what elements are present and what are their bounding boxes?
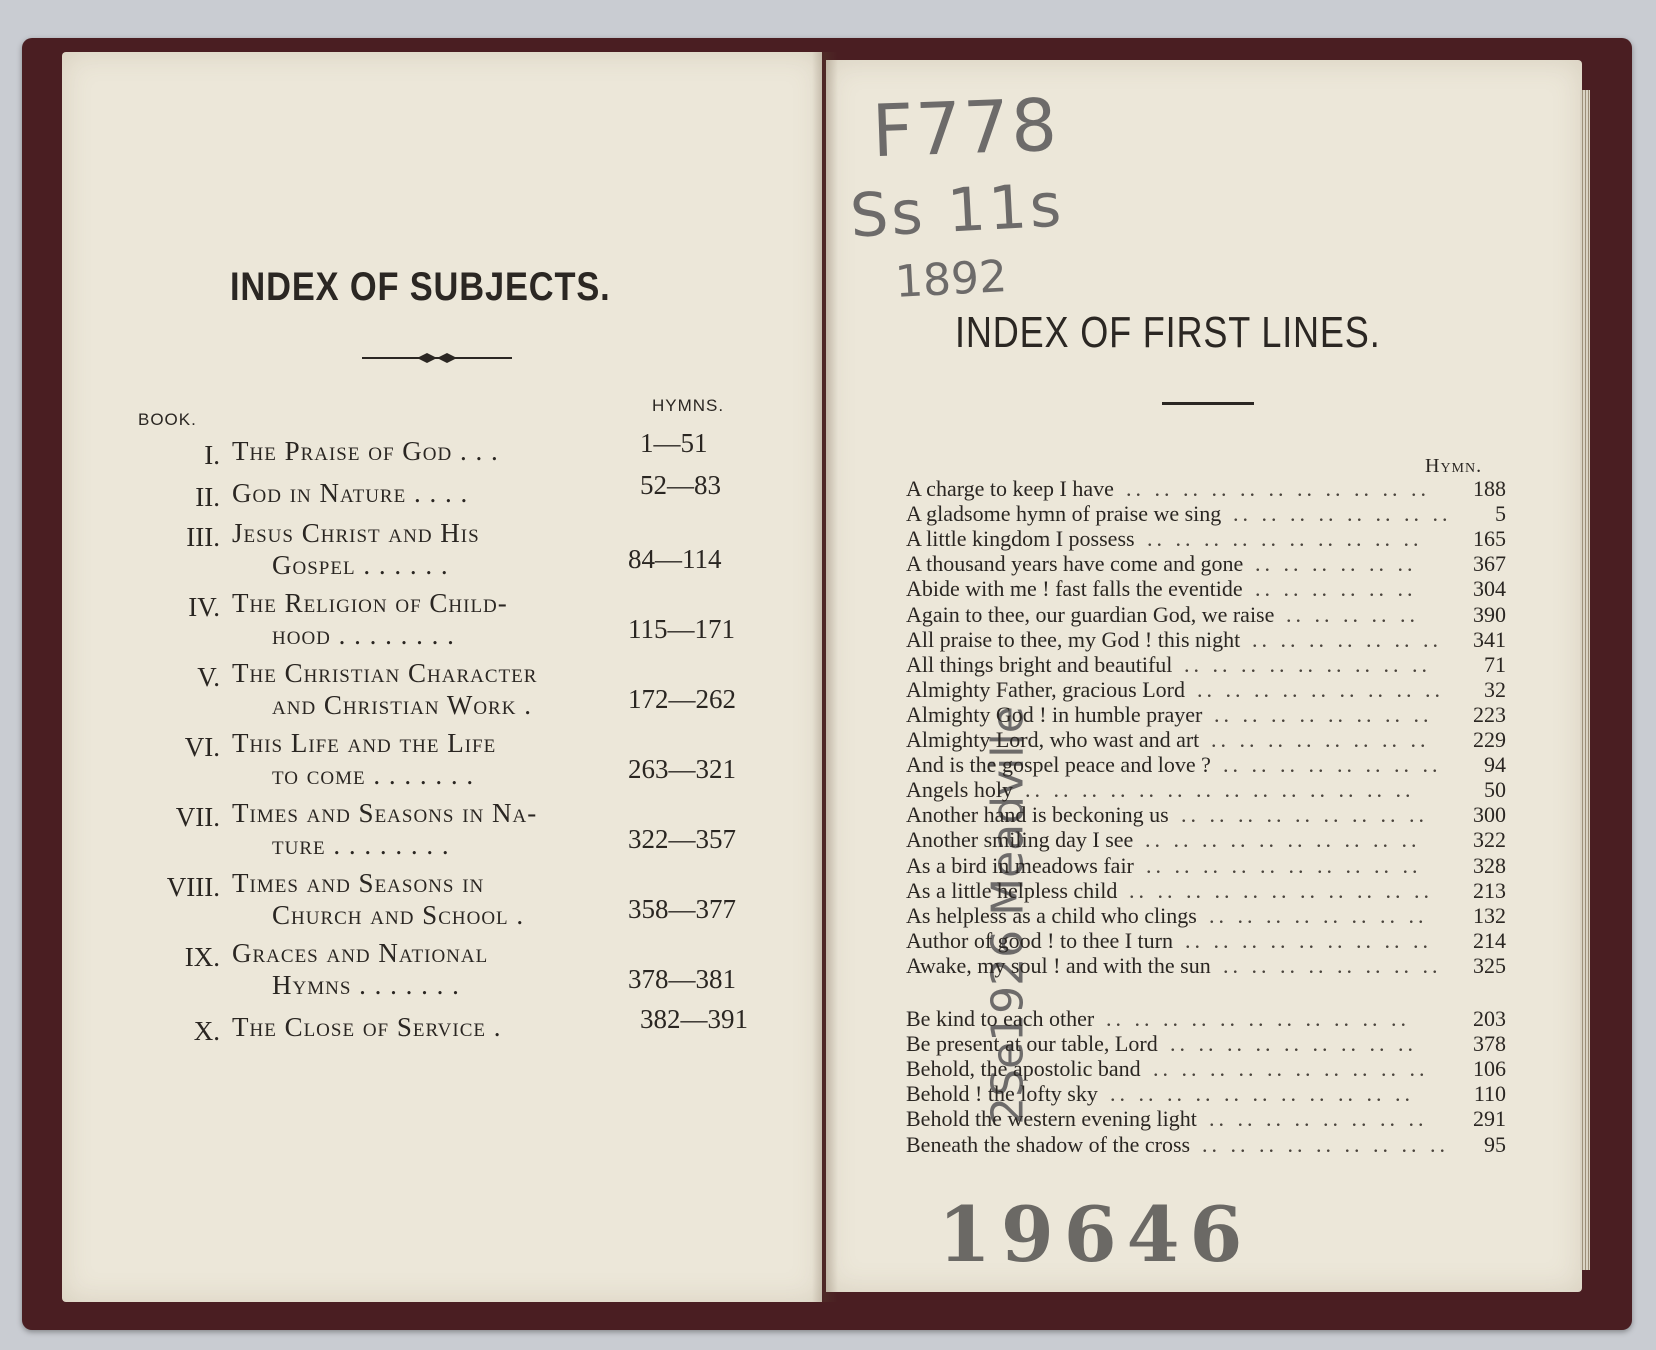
first-line-entry	[906, 702, 1506, 727]
first-line-text: Angels holy	[906, 777, 1013, 803]
leader-dots: .. .. .. .. .. .. .. .. ..	[1185, 927, 1432, 953]
hymn-number: 229	[1473, 727, 1506, 752]
first-line-entry	[906, 802, 1506, 827]
leader-dots: .. .. .. .. .. .. .. .. .. .. ..	[1110, 1081, 1414, 1107]
book-number: III.	[186, 522, 220, 552]
first-line-entry	[906, 928, 1506, 953]
first-line-text: And is the gospel peace and love ?	[906, 752, 1211, 778]
first-line-text: Again to thee, our guardian God, we raise	[906, 601, 1275, 627]
first-line-entry	[906, 602, 1506, 627]
handwritten-year: 1892	[893, 251, 1009, 308]
hymn-range: 382—391	[640, 1004, 748, 1034]
first-line-text: A little kingdom I possess	[906, 526, 1135, 552]
subject-title: Times and Seasons in Na-	[232, 798, 538, 828]
first-line-text: As a bird in meadows fair	[906, 852, 1134, 878]
first-line-entry	[906, 1056, 1506, 1081]
book-number: VI.	[184, 732, 220, 762]
hymn-number: 367	[1473, 551, 1506, 577]
first-line-entry	[906, 627, 1506, 652]
leader-dots: .. .. .. .. .. .. .. ..	[1223, 952, 1442, 978]
leader-dots: .. .. .. .. .. .. .. .. ..	[1170, 1031, 1417, 1057]
hymn-number: 300	[1473, 802, 1506, 828]
first-line-entry	[906, 551, 1506, 576]
hymn-range: 52—83	[640, 470, 721, 500]
leader-dots: .. .. .. .. .. .. .. ..	[1223, 752, 1442, 778]
hymn-number: 291	[1473, 1106, 1506, 1132]
leader-dots: .. .. .. .. ..	[1286, 601, 1419, 627]
subject-title-continued: and Christian Work .	[272, 690, 532, 720]
leader-dots: .. .. .. .. .. .. ..	[1252, 626, 1442, 652]
hymn-number: 188	[1473, 476, 1506, 501]
hymns-column-label: HYMNS.	[652, 396, 725, 415]
leader-dots: .. .. .. .. .. .. .. ..	[1209, 1106, 1428, 1132]
hymn-range: 358—377	[628, 894, 736, 924]
hymn-number: 214	[1473, 927, 1506, 953]
first-line-text: As a little helpless child	[906, 877, 1118, 903]
book-number: VII.	[175, 802, 220, 832]
hymn-number: 304	[1473, 576, 1506, 602]
subject-title-continued: Church and School .	[272, 900, 525, 930]
subject-title: God in Nature . . . .	[232, 478, 469, 508]
hymn-number: 132	[1473, 902, 1506, 928]
hymn-number: 94	[1484, 752, 1506, 778]
hymn-number: 32	[1484, 676, 1506, 702]
page-edges	[1580, 90, 1590, 1270]
handwritten-margin-note: 2Se1926 Meadville	[982, 706, 1034, 1125]
hymn-number: 106	[1473, 1056, 1506, 1082]
subject-title: The Close of Service .	[232, 1012, 502, 1042]
hymn-number: 378	[1473, 1031, 1506, 1057]
first-line-text: Behold, the apostolic band	[906, 1056, 1141, 1082]
hymn-range: 115—171	[628, 614, 735, 644]
book-number: V.	[197, 662, 220, 692]
first-line-entry	[906, 476, 1506, 501]
subjects-index-title: INDEX OF SUBJECTS.	[230, 265, 611, 309]
leader-dots: .. .. .. .. .. .. .. .. ..	[1197, 676, 1444, 702]
leader-dots: .. .. .. .. .. .. .. ..	[1209, 902, 1428, 928]
subject-title: The Praise of God . . .	[232, 436, 499, 466]
handwritten-code: Ss 11s	[848, 170, 1066, 252]
first-line-entry	[906, 752, 1506, 777]
book-number: IV.	[188, 592, 220, 622]
first-line-text: As helpless as a child who clings	[906, 902, 1197, 928]
hymn-number: 110	[1473, 1081, 1506, 1107]
first-line-entry	[906, 576, 1506, 601]
first-line-entry	[906, 1006, 1506, 1031]
first-line-entry	[906, 652, 1506, 677]
first-line-text: Author of good ! to thee I turn	[906, 927, 1173, 953]
subject-title-continued: to come . . . . . . .	[272, 760, 475, 790]
book-number: X.	[193, 1016, 220, 1046]
first-line-entry	[906, 1081, 1506, 1106]
accession-stamp: 19646	[938, 1190, 1253, 1279]
leader-dots: .. .. .. .. .. .. .. .. ..	[1181, 802, 1428, 828]
first-line-entry	[906, 903, 1506, 928]
hymn-column-label: Hymn.	[1425, 455, 1483, 477]
first-line-text: Almighty Lord, who wast and art	[906, 727, 1200, 752]
hymn-range: 322—357	[628, 824, 736, 854]
hymn-number: 390	[1473, 601, 1506, 627]
first-line-entry	[906, 727, 1506, 752]
book-number: VIII.	[166, 872, 220, 902]
first-line-text: Awake, my soul ! and with the sun	[906, 952, 1211, 978]
first-line-entry	[906, 777, 1506, 802]
first-line-entry	[906, 1132, 1506, 1157]
hymn-range: 263—321	[628, 754, 736, 784]
handwritten-call-number: F778	[870, 82, 1061, 174]
first-line-text: Another hand is beckoning us	[906, 802, 1169, 828]
hymn-number: 341	[1473, 626, 1506, 652]
hymn-range: 1—51	[640, 428, 708, 458]
leader-dots: .. .. .. .. .. ..	[1255, 551, 1417, 577]
first-line-entry	[906, 1106, 1506, 1131]
first-line-text: All praise to thee, my God ! this night	[906, 626, 1241, 652]
leader-dots: .. .. .. .. .. .. .. .. ..	[1184, 651, 1431, 677]
first-line-text: Abide with me ! fast falls the eventide	[906, 576, 1243, 602]
title-rule	[1162, 402, 1254, 405]
first-line-entry	[906, 878, 1506, 903]
first-line-text: Behold ! the lofty sky	[906, 1081, 1098, 1107]
first-line-text: Beneath the shadow of the cross	[906, 1131, 1191, 1157]
first-line-text: Behold the western evening light	[906, 1106, 1197, 1132]
first-lines-index-title: INDEX OF FIRST LINES.	[955, 308, 1381, 357]
book-gutter	[812, 52, 838, 1302]
hymn-number: 95	[1484, 1131, 1506, 1157]
subject-title-continued: hood . . . . . . . .	[272, 620, 455, 650]
hymn-range: 84—114	[628, 544, 722, 574]
hymn-number: 223	[1473, 701, 1506, 727]
leader-dots: .. .. .. .. .. .. .. ..	[1211, 727, 1430, 752]
first-line-text: A thousand years have come and gone	[906, 551, 1244, 577]
book-number: I.	[204, 440, 220, 470]
first-line-text: Be kind to each other	[906, 1006, 1095, 1031]
subject-title: Jesus Christ and His	[232, 518, 480, 548]
first-line-text: A charge to keep I have	[906, 476, 1114, 501]
leader-dots: .. .. .. .. .. .. .. .. .. .. ..	[1129, 877, 1433, 903]
subject-title-continued: ture . . . . . . . .	[272, 830, 450, 860]
first-line-text: A gladsome hymn of praise we sing	[906, 501, 1222, 527]
leader-dots: .. .. .. .. .. .. .. .. .. ..	[1147, 526, 1423, 552]
first-line-entry	[906, 677, 1506, 702]
first-line-text: Almighty Father, gracious Lord	[906, 676, 1185, 702]
hymn-range: 378—381	[628, 964, 736, 994]
subject-title: This Life and the Life	[232, 728, 497, 758]
hymn-number: 71	[1484, 651, 1506, 677]
first-line-entry	[906, 1031, 1506, 1056]
hymn-number: 213	[1473, 877, 1506, 903]
book-number: II.	[195, 482, 220, 512]
hymn-number: 203	[1473, 1006, 1506, 1031]
leader-dots: .. .. .. .. .. .. .. .. .. .. .. .. .. ..	[1025, 777, 1415, 803]
hymn-number: 328	[1473, 852, 1506, 878]
first-line-entry	[906, 501, 1506, 526]
ornament-divider-icon	[362, 350, 512, 366]
subject-title-continued: Gospel . . . . . .	[272, 550, 449, 580]
first-line-entry	[906, 827, 1506, 852]
hymn-number: 50	[1484, 777, 1506, 803]
first-line-text: All things bright and beautiful	[906, 651, 1173, 677]
leader-dots: .. .. .. .. .. .. .. .. ..	[1202, 1131, 1449, 1157]
leader-dots: .. .. .. .. .. .. .. .. .. ..	[1153, 1056, 1429, 1082]
subject-title: Graces and National	[232, 938, 489, 968]
leader-dots: .. .. .. .. .. .. .. ..	[1214, 701, 1433, 727]
leader-dots: .. .. .. .. .. .. .. .. .. ..	[1146, 852, 1422, 878]
first-line-entry	[906, 953, 1506, 978]
leader-dots: .. .. .. .. .. ..	[1255, 576, 1417, 602]
hymn-number: 322	[1473, 827, 1506, 853]
first-line-text: Be present at our table, Lord	[906, 1031, 1158, 1057]
leader-dots: .. .. .. .. .. .. .. .. .. ..	[1145, 827, 1421, 853]
leader-dots: .. .. .. .. .. .. .. .. .. .. ..	[1126, 476, 1430, 501]
first-line-entry	[906, 853, 1506, 878]
hymn-number: 5	[1495, 501, 1506, 527]
book-column-label: BOOK.	[138, 410, 197, 429]
first-line-text: Almighty God ! in humble prayer	[906, 701, 1203, 727]
leader-dots: .. .. .. .. .. .. .. ..	[1233, 501, 1452, 527]
subject-title-continued: Hymns . . . . . . .	[272, 970, 460, 1000]
subject-title: The Christian Character	[232, 658, 538, 688]
subject-title: The Religion of Child-	[232, 588, 508, 618]
leader-dots: .. .. .. .. .. .. .. .. .. .. ..	[1106, 1006, 1410, 1031]
hymn-number: 165	[1473, 526, 1506, 552]
book-number: IX.	[184, 942, 220, 972]
hymn-number: 325	[1473, 952, 1506, 978]
first-line-entry	[906, 526, 1506, 551]
hymn-range: 172—262	[628, 684, 736, 714]
first-line-text: Another smiling day I see	[906, 827, 1134, 853]
subject-title: Times and Seasons in	[232, 868, 485, 898]
